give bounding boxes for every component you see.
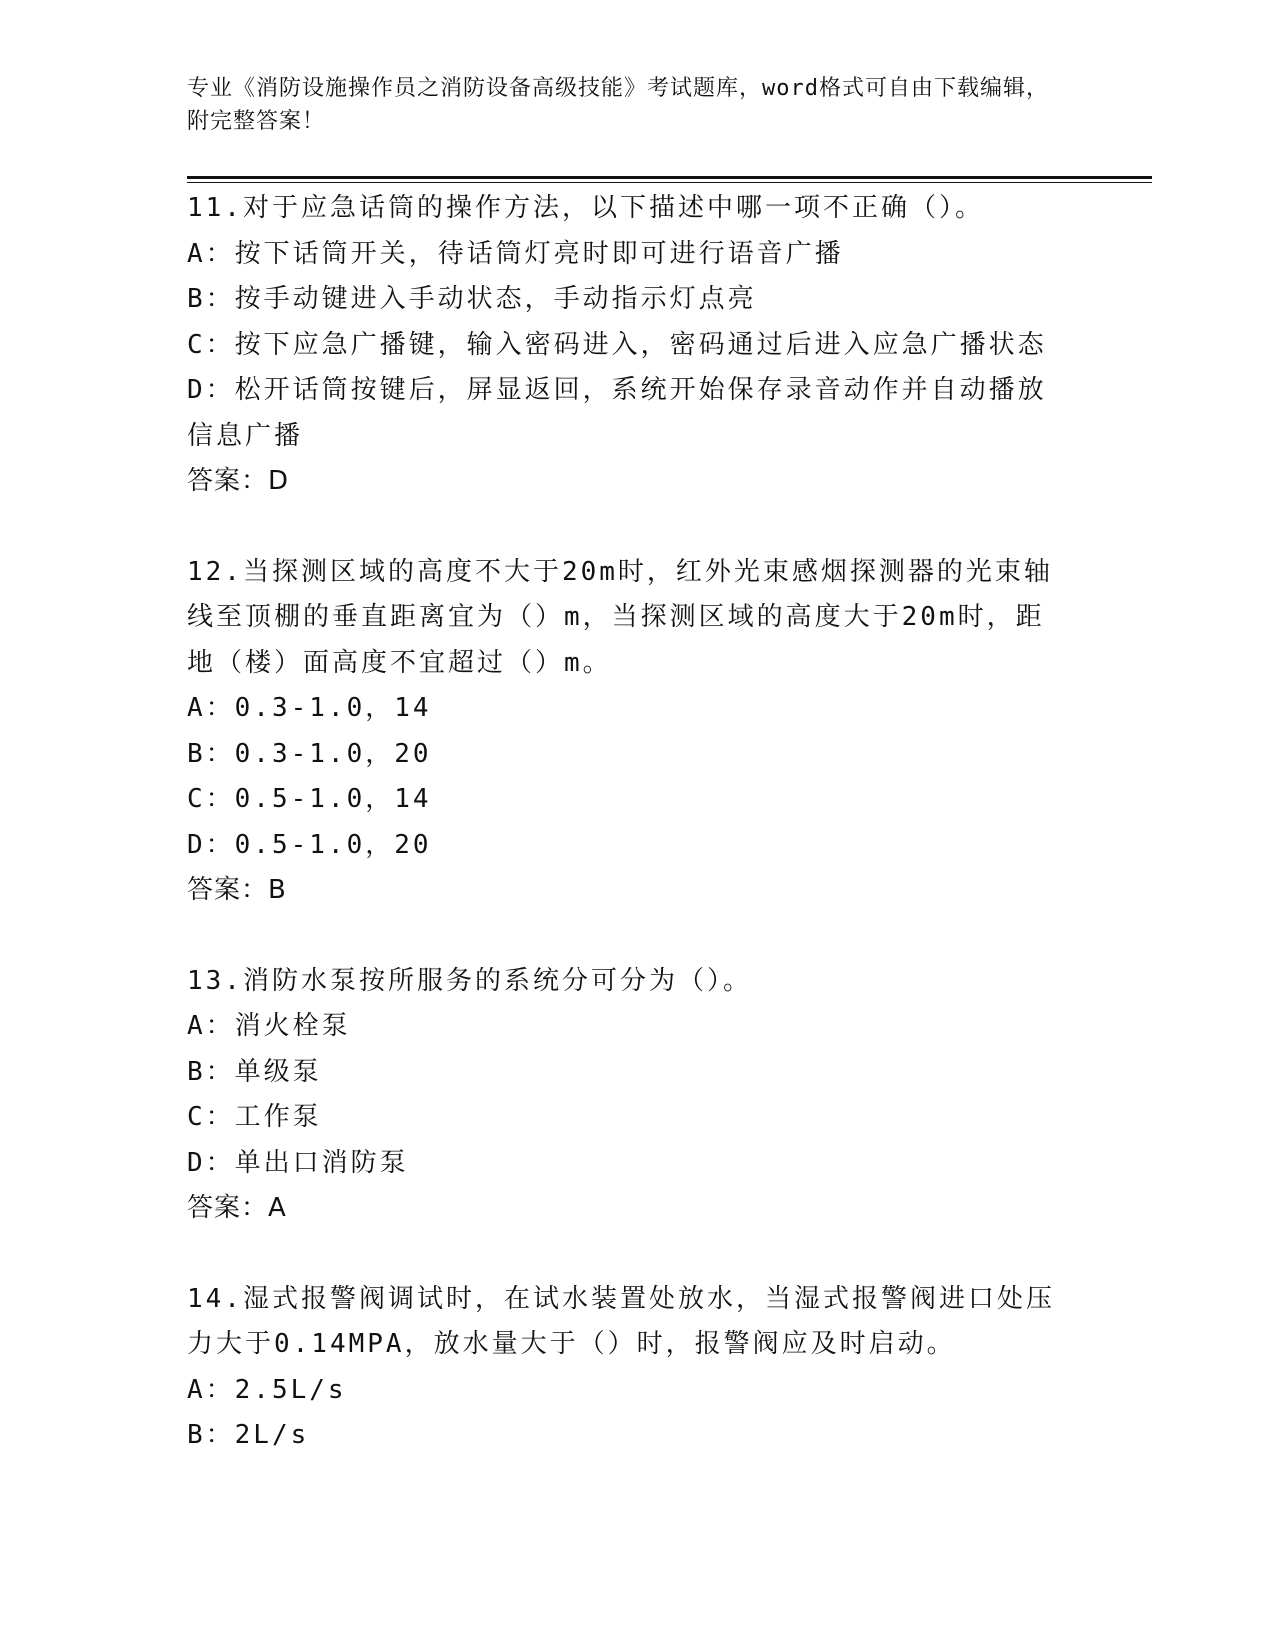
option-b: B：2L/s (187, 1420, 310, 1450)
question-stem: 13.消防水泵按所服务的系统分可分为（）。 (187, 965, 752, 996)
option-a: A：按下话筒开关，待话筒灯亮时即可进行语音广播 (187, 238, 844, 269)
question-stem: 12.当探测区域的高度不大于20m时，红外光束感烟探测器的光束轴线至顶棚的垂直距离宜为（）m，当探测区域的高度大于20m时，距地（楼）面高度不宜超过（）m。 (187, 556, 1053, 678)
option-c: C：工作泵 (187, 1102, 322, 1132)
option-d: D：松开话筒按键后，屏显返回，系统开始保存录音动作并自动播放信息广播 (187, 375, 1047, 451)
option-c: C：0.5-1.0，14 (187, 784, 432, 814)
question-13 (187, 959, 1087, 1232)
question-stem: 11.对于应急话筒的操作方法，以下描述中哪一项不正确（）。 (187, 193, 984, 223)
option-a: A：2.5L/s (187, 1374, 347, 1405)
option-a: A：消火栓泵 (187, 1011, 351, 1041)
question-11 (187, 186, 1087, 505)
question-list (187, 186, 1087, 1504)
option-b: B：按手动键进入手动状态，手动指示灯点亮 (187, 284, 757, 314)
option-c: C：按下应急广播键，输入密码进入，密码通过后进入应急广播状态 (187, 329, 1047, 360)
header-divider-thin (187, 182, 1152, 183)
option-b: B：0.3-1.0，20 (187, 738, 432, 769)
question-14 (187, 1277, 1087, 1459)
option-b: B：单级泵 (187, 1056, 322, 1087)
question-12 (187, 550, 1087, 914)
option-d: D：0.5-1.0，20 (187, 829, 432, 860)
question-stem: 14.湿式报警阀调试时，在试水装置处放水，当湿式报警阀进口处压力大于0.14MPA，放水量大于（）时，报警阀应及时启动。 (187, 1283, 1055, 1359)
header-divider-thick (187, 176, 1152, 179)
answer-label: 答案：A (187, 1193, 287, 1223)
answer-label: 答案：B (187, 875, 287, 905)
document-header: 专业《消防设施操作员之消防设备高级技能》考试题库，word格式可自由下载编辑，附完整答案！ (187, 76, 1049, 134)
option-a: A：0.3-1.0，14 (187, 693, 432, 723)
answer-label: 答案：D (187, 466, 290, 496)
option-d: D：单出口消防泵 (187, 1147, 409, 1178)
